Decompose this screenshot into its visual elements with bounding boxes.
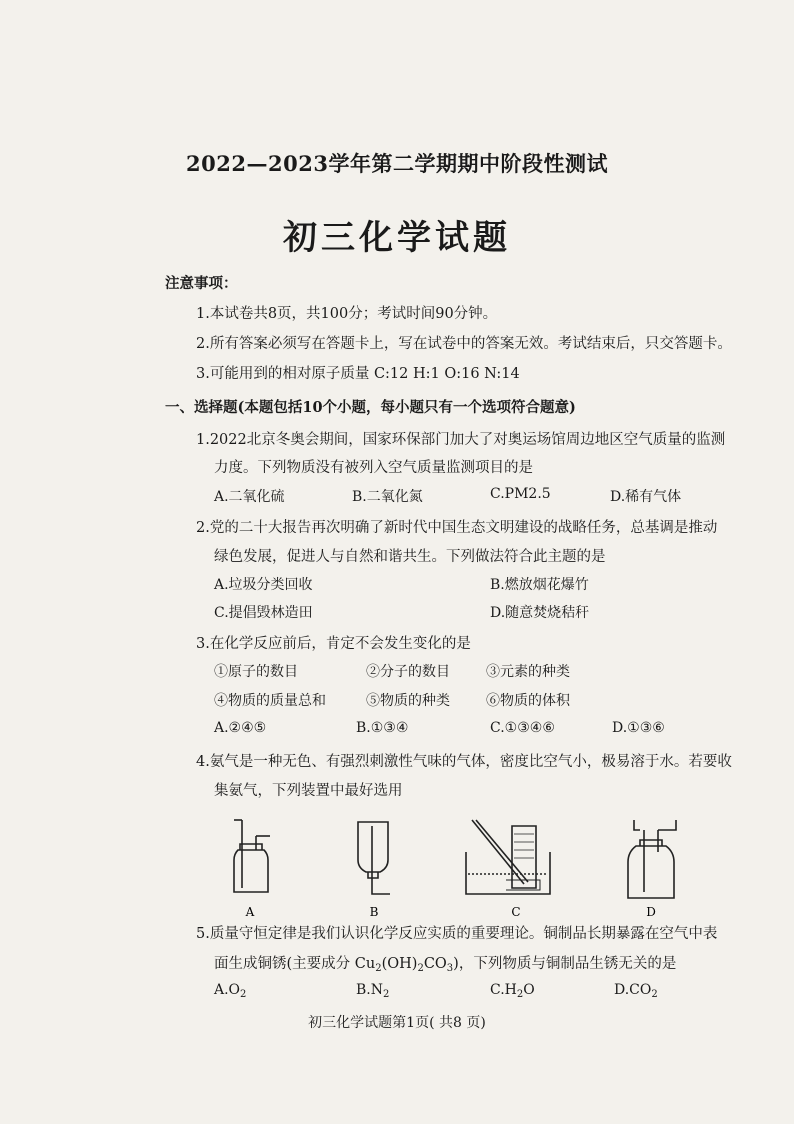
q5-option-a: $A.O_2$ (214, 982, 247, 1000)
notice-item-1: 1.本试卷共8页，共100分；考试时间90分钟。 (196, 306, 498, 322)
gas-collection-apparatus-figure (210, 812, 690, 920)
apparatus-c (466, 820, 550, 894)
q5-line-1: 5.质量守恒定律是我们认识化学反应实质的重要理论。铜制品长期暴露在空气中表 (196, 926, 718, 942)
q1-line-1: 1.2022北京冬奥会期间，国家环保部门加大了对奥运场馆周边地区空气质量的监测 (196, 432, 726, 448)
q3-option-b: B.①③④ (356, 720, 409, 736)
q4-line-2: 集氨气，下列装置中最好选用 (214, 783, 403, 799)
notice-item-3: 3.可能用到的相对原子质量 C:12 H:1 O:16 N:14 (196, 366, 520, 382)
q5-option-c: $C.H_2O$ (490, 982, 535, 1000)
notice-item-2: 2.所有答案必须写在答题卡上，写在试卷中的答案无效。考试结束后，只交答题卡。 (196, 336, 732, 352)
q5-line-2: 面生成铜锈(主要成分 $Cu_2(OH)_2CO_3$)，下列物质与铜制品生锈无关的是 (214, 956, 677, 974)
q1-option-c: C.PM2.5 (490, 486, 551, 502)
q2-line-2: 绿色发展，促进人与自然和谐共生。下列做法符合此主题的是 (214, 549, 606, 565)
exam-subject-title: 初三化学试题 (283, 218, 511, 258)
q3-item-5: ⑤物质的种类 (366, 693, 450, 709)
q3-item-4: ④物质的质量总和 (214, 693, 326, 709)
q3-item-3: ③元素的种类 (486, 664, 570, 680)
q3-item-1: ①原子的数目 (214, 664, 298, 680)
label-c: C (511, 905, 521, 919)
apparatus-d (628, 820, 676, 898)
q2-option-a: A.垃圾分类回收 (214, 577, 313, 593)
q3-option-d: D.①③⑥ (612, 720, 665, 736)
q1-option-b: B.二氧化氮 (352, 489, 423, 505)
q3-item-2: ②分子的数目 (366, 664, 450, 680)
exam-year-title: 2022—2023学年第二学期期中阶段性测试 (186, 151, 608, 176)
label-a: A (245, 905, 255, 919)
q3-line-1: 3.在化学反应前后，肯定不会发生变化的是 (196, 636, 471, 652)
page-footer: 初三化学试题第1页( 共8 页) (308, 1015, 486, 1031)
label-d: D (646, 905, 656, 919)
q3-option-a: A.②④⑤ (214, 720, 267, 736)
q1-option-d: D.稀有气体 (610, 489, 682, 505)
q5-option-b: $B.N_2$ (356, 982, 390, 1000)
apparatus-a (234, 820, 270, 892)
q1-option-a: A.二氧化硫 (214, 489, 285, 505)
q2-option-d: D.随意焚烧秸秆 (490, 605, 590, 621)
notice-heading: 注意事项： (165, 275, 238, 292)
q5-option-d: $D.CO_2$ (614, 982, 658, 1000)
q2-option-c: C.提倡毁林造田 (214, 605, 313, 621)
q2-option-b: B.燃放烟花爆竹 (490, 577, 589, 593)
q4-line-1: 4.氨气是一种无色、有强烈刺激性气味的气体，密度比空气小，极易溶于水。若要收 (196, 754, 732, 770)
q2-line-1: 2.党的二十大报告再次明确了新时代中国生态文明建设的战略任务，总基调是推动 (196, 520, 718, 536)
section-heading: 一、选择题(本题包括10个小题，每小题只有一个选项符合题意) (165, 399, 576, 416)
q1-line-2: 力度。下列物质没有被列入空气质量监测项目的是 (214, 460, 533, 476)
q3-option-c: C.①③④⑥ (490, 720, 555, 736)
q3-item-6: ⑥物质的体积 (486, 693, 570, 709)
label-b: B (369, 905, 379, 919)
apparatus-b (358, 822, 390, 894)
